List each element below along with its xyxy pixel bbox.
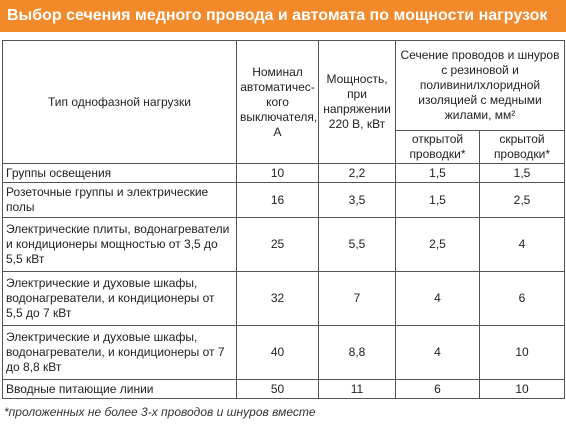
header-hidden-wiring: скрытой проводки*: [480, 131, 565, 164]
cell-open: 6: [396, 380, 480, 399]
cell-load-type: Вводные питающие линии: [3, 380, 237, 399]
cell-open: 1,5: [396, 164, 480, 183]
cell-breaker: 32: [237, 272, 319, 326]
cell-open: 4: [396, 272, 480, 326]
cell-load-type: Розеточные группы и электрические полы: [3, 183, 237, 218]
cell-power: 2,2: [319, 164, 396, 183]
cell-load-type: Электрические и духовые шкафы, водонагреватели, и кондиционеры от 5,5 до 7 кВт: [3, 272, 237, 326]
cell-breaker: 40: [237, 326, 319, 380]
cell-hidden: 4: [480, 218, 565, 272]
cell-power: 8,8: [319, 326, 396, 380]
header-section: Сечение проводов и шнуров с резиновой и поливинилхлоридной изоляцией с медными жилами, мм²: [396, 41, 565, 131]
page-title: Выбор сечения медного провода и автомата по мощности нагрузок: [0, 0, 566, 32]
cell-hidden: 10: [480, 380, 565, 399]
cell-power: 5,5: [319, 218, 396, 272]
cell-hidden: 6: [480, 272, 565, 326]
cell-power: 7: [319, 272, 396, 326]
cell-breaker: 16: [237, 183, 319, 218]
cell-hidden: 2,5: [480, 183, 565, 218]
cell-hidden: 10: [480, 326, 565, 380]
table-row: [3, 218, 565, 272]
cell-load-type: Электрические плиты, водонагреватели и кондиционеры мощностью от 3,5 до 5,5 кВт: [3, 218, 237, 272]
cable-section-table: [2, 40, 565, 399]
table-row: [3, 272, 565, 326]
header-breaker: Номинал автоматичес-кого выключателя, А: [237, 41, 319, 164]
table-header-row: [3, 41, 565, 131]
table-row: [3, 380, 565, 399]
footnote: *проложенных не более 3-х проводов и шнуров вместе: [4, 405, 316, 419]
cell-open: 2,5: [396, 218, 480, 272]
cell-hidden: 1,5: [480, 164, 565, 183]
cell-open: 1,5: [396, 183, 480, 218]
cell-breaker: 50: [237, 380, 319, 399]
cell-open: 4: [396, 326, 480, 380]
cell-power: 3,5: [319, 183, 396, 218]
cell-load-type: Группы освещения: [3, 164, 237, 183]
table-row: [3, 326, 565, 380]
table-row: [3, 183, 565, 218]
header-open-wiring: открытой проводки*: [396, 131, 480, 164]
header-load-type: Тип однофазной нагрузки: [3, 41, 237, 164]
cell-power: 11: [319, 380, 396, 399]
table-row: [3, 164, 565, 183]
cell-breaker: 25: [237, 218, 319, 272]
cell-load-type: Электрические и духовые шкафы, водонагреватели, и кондиционеры от 7 до 8,8 кВт: [3, 326, 237, 380]
cell-breaker: 10: [237, 164, 319, 183]
header-power: Мощность, при напряжении 220 В, кВт: [319, 41, 396, 164]
